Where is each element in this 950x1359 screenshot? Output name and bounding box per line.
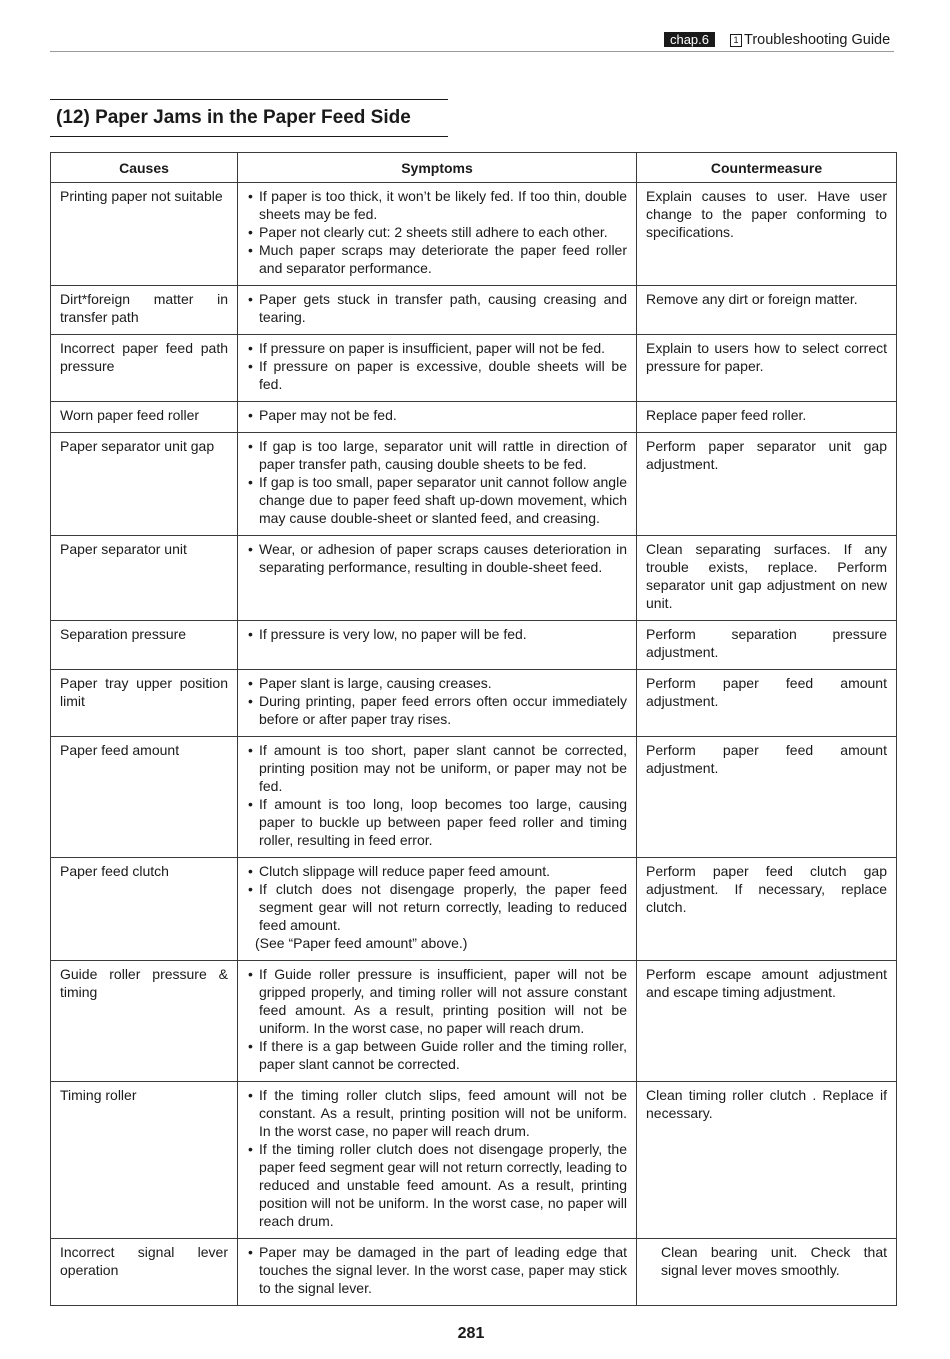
column-header-causes: Causes [51,153,238,183]
symptoms-cell [238,402,637,433]
countermeasure-cell: Replace paper feed roller. [637,402,897,433]
cause-cell: Worn paper feed roller [51,402,238,433]
symptom-item: • If gap is too large, separator unit will rattle in direction of paper transfer path, causing double sheets to be fed. [247,437,627,473]
symptom-list [247,1086,627,1230]
table-row [51,335,897,402]
symptom-list [247,674,627,728]
page-title: (12) Paper Jams in the Paper Feed Side [56,107,411,128]
symptom-list [247,339,627,393]
symptom-item: • Paper not clearly cut: 2 sheets still adhere to each other. [247,223,627,241]
countermeasure-cell: Perform paper feed amount adjustment. [637,670,897,737]
symptom-item: • If the timing roller clutch slips, feed amount will not be constant. As a result, printing position will not be uniform. In the worst case, no paper will reach drum. [247,1086,627,1140]
chapter-badge: chap.6 [664,32,715,47]
symptom-item: • If pressure on paper is insufficient, paper will not be fed. [247,339,627,357]
table-row [51,961,897,1082]
section-header [730,32,890,49]
cause-cell: Timing roller [51,1082,238,1239]
symptom-item: • Much paper scraps may deteriorate the paper feed roller and separator performance. [247,241,627,277]
table-row [51,670,897,737]
symptoms-cell [238,961,637,1082]
column-header-countermeasure: Countermeasure [637,153,897,183]
table-row [51,183,897,286]
symptom-item: • If pressure on paper is excessive, double sheets will be fed. [247,357,627,393]
column-header-symptoms: Symptoms [238,153,637,183]
symptoms-cell [238,183,637,286]
countermeasure-cell: Explain causes to user. Have user change to the paper conforming to specifications. [637,183,897,286]
cause-cell: Paper tray upper position limit [51,670,238,737]
symptoms-cell [238,621,637,670]
table-row [51,737,897,858]
table-row [51,621,897,670]
symptoms-cell [238,670,637,737]
table-row [51,1082,897,1239]
symptom-item: • Wear, or adhesion of paper scraps causes deterioration in separating performance, resulting in double-sheet feed. [247,540,627,576]
cause-cell: Paper separator unit gap [51,433,238,536]
header-rule [50,51,894,52]
symptoms-cell [238,858,637,961]
countermeasure-cell: Remove any dirt or foreign matter. [637,286,897,335]
symptoms-cell [238,737,637,858]
symptom-list [247,1243,627,1297]
countermeasure-cell: Perform escape amount adjustment and escape timing adjustment. [637,961,897,1082]
cause-cell: Guide roller pressure & timing [51,961,238,1082]
symptoms-cell [238,536,637,621]
symptom-item: • If amount is too long, loop becomes too large, causing paper to buckle up between paper feed roller and timing roller, resulting in feed error. [247,795,627,849]
symptom-item: • If pressure is very low, no paper will be fed. [247,625,627,643]
symptom-item: • If clutch does not disengage properly, the paper feed segment gear will not return correctly, leading to reduced feed amount. [247,880,627,934]
symptom-item: • Paper slant is large, causing creases. [247,674,627,692]
section-title: Troubleshooting Guide [744,32,891,48]
table-body [51,183,897,1306]
countermeasure-cell: Clean separating surfaces. If any trouble exists, replace. Perform separator unit gap adjustment on new unit. [637,536,897,621]
table-row [51,536,897,621]
symptom-item: • Paper may be damaged in the part of leading edge that touches the signal lever. In the worst case, paper may stick to the signal lever. [247,1243,627,1297]
countermeasure-cell: Clean bearing unit. Check that signal lever moves smoothly. [637,1239,897,1306]
table-header-row [51,153,897,183]
cause-cell: Paper feed clutch [51,858,238,961]
troubleshooting-table [50,152,897,1306]
page-number: 281 [457,1325,485,1342]
countermeasure-cell: Explain to users how to select correct pressure for paper. [637,335,897,402]
table-row [51,1239,897,1306]
symptom-list [247,540,627,576]
title-rule-bottom [50,136,448,137]
cause-cell: Printing paper not suitable [51,183,238,286]
symptom-list [247,625,627,643]
symptom-item: • During printing, paper feed errors often occur immediately before or after paper tray rises. [247,692,627,728]
cause-cell: Incorrect paper feed path pressure [51,335,238,402]
cause-cell: Incorrect signal lever operation [51,1239,238,1306]
symptoms-cell [238,433,637,536]
symptom-item: • If amount is too short, paper slant cannot be corrected, printing position may not be uniform, or paper may not be fed. [247,741,627,795]
symptom-item: • If paper is too thick, it won’t be likely fed. If too thin, double sheets may be fed. [247,187,627,223]
countermeasure-cell: Perform paper separator unit gap adjustment. [637,433,897,536]
symptoms-cell [238,1082,637,1239]
symptom-item: • Paper gets stuck in transfer path, causing creasing and tearing. [247,290,627,326]
symptom-item: • If the timing roller clutch does not disengage properly, the paper feed segment gear will not return correctly, leading to reduced and unstable feed amount. As a result, printing position will not be uniform. In the worst case, no paper will reach drum. [247,1140,627,1230]
countermeasure-cell: Clean timing roller clutch . Replace if necessary. [637,1082,897,1239]
table-row [51,433,897,536]
symptom-item: • Clutch slippage will reduce paper feed amount. [247,862,627,880]
countermeasure-cell: Perform separation pressure adjustment. [637,621,897,670]
countermeasure-cell: Perform paper feed amount adjustment. [637,737,897,858]
symptom-item: • If gap is too small, paper separator unit cannot follow angle change due to paper feed shaft up-down movement, which may cause double-sheet or slanted feed, and creasing. [247,473,627,527]
symptoms-cell [238,1239,637,1306]
cause-cell: Separation pressure [51,621,238,670]
symptoms-cell [238,335,637,402]
cause-cell: Dirt*foreign matter in transfer path [51,286,238,335]
title-rule-top [50,99,448,100]
symptom-list [247,187,627,277]
cause-cell: Paper separator unit [51,536,238,621]
table-row [51,858,897,961]
symptom-item: • If Guide roller pressure is insufficient, paper will not be gripped properly, and timing roller will not assure constant feed amount. As a result, printing position will not be uniform. In the worst case, no paper will reach drum. [247,965,627,1037]
symptom-list [247,965,627,1073]
symptom-list [247,406,627,424]
symptom-list [247,437,627,527]
table-row [51,286,897,335]
symptom-list [247,862,627,934]
symptom-list [247,741,627,849]
symptom-item: • If there is a gap between Guide roller and the timing roller, paper slant cannot be corrected. [247,1037,627,1073]
symptom-item: • Paper may not be fed. [247,406,627,424]
countermeasure-cell: Perform paper feed clutch gap adjustment. If necessary, replace clutch. [637,858,897,961]
symptom-note: (See “Paper feed amount” above.) [255,935,468,951]
symptoms-cell [238,286,637,335]
section-number-box: 1 [730,34,742,47]
symptom-list [247,290,627,326]
cause-cell: Paper feed amount [51,737,238,858]
table-row [51,402,897,433]
